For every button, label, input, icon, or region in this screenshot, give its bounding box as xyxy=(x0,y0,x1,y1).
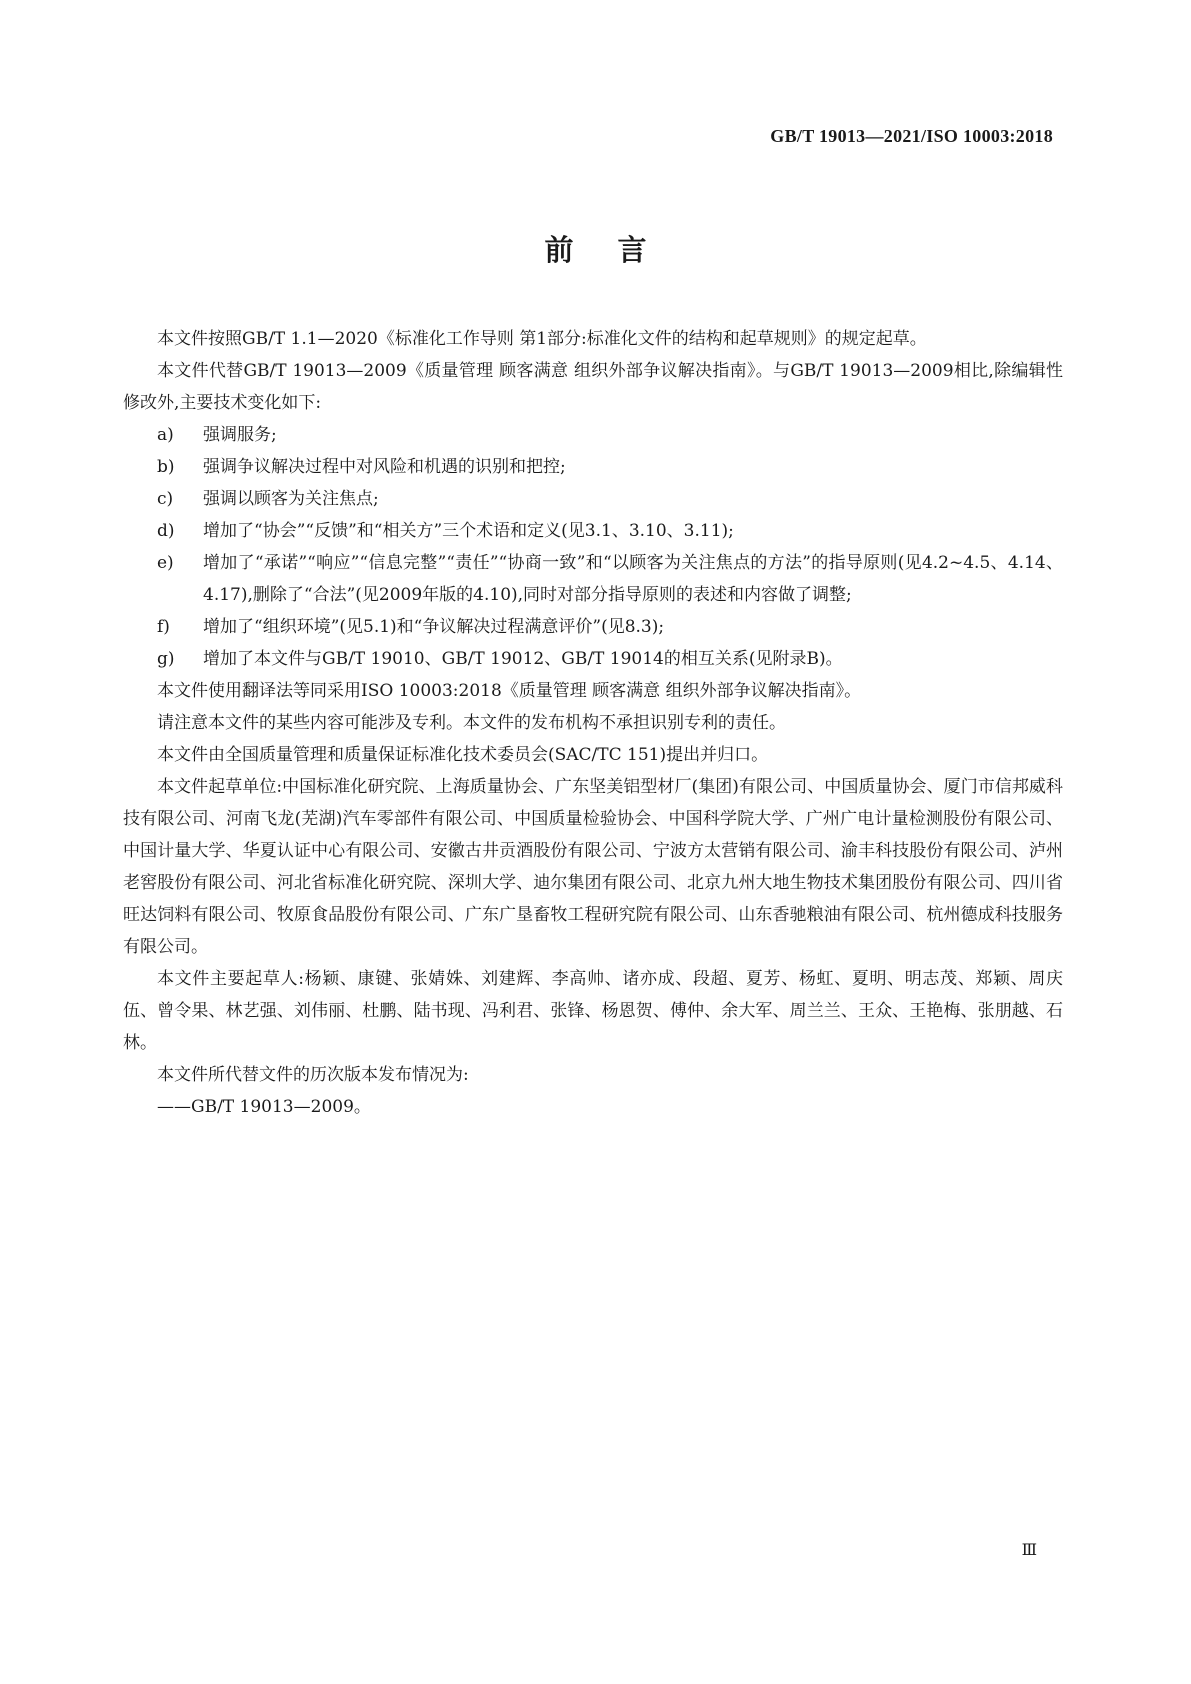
list-item xyxy=(157,451,1063,483)
page-number: Ⅲ xyxy=(1021,1542,1037,1559)
list-item-text: 强调以顾客为关注焦点; xyxy=(203,489,379,509)
list-item-text: 增加了本文件与GB/T 19010、GB/T 19012、GB/T 19014的相互关系(见附录B)。 xyxy=(203,649,843,669)
list-item xyxy=(157,547,1063,611)
list-marker: d) xyxy=(157,521,175,541)
list-marker: e) xyxy=(157,553,174,573)
page-title: 前言 xyxy=(544,233,691,267)
list-item-text: 增加了“承诺”“响应”“信息完整”“责任”“协商一致”和“以顾客为关注焦点的方法”的指导原则(见4.2~4.5、4.14、4.17),删除了“合法”(见2009年版的4.10),同时对部分指导原则的表述和内容做了调整; xyxy=(203,553,1063,605)
list-item xyxy=(157,419,1063,451)
list-marker: b) xyxy=(157,457,175,477)
list-item-text: 强调服务; xyxy=(203,425,277,445)
list-marker: f) xyxy=(157,617,170,637)
list-item-text: 强调争议解决过程中对风险和机遇的识别和把控; xyxy=(203,457,566,477)
paragraph-patent-notice: 请注意本文件的某些内容可能涉及专利。本文件的发布机构不承担识别专利的责任。 xyxy=(157,713,786,733)
paragraph-drafting-rules: 本文件按照GB/T 1.1—2020《标准化工作导则 第1部分:标准化文件的结构和起草规则》的规定起草。 xyxy=(157,329,927,349)
list-item xyxy=(157,515,1063,547)
list-item-text: 增加了“协会”“反馈”和“相关方”三个术语和定义(见3.1、3.10、3.11); xyxy=(203,521,734,541)
list-item xyxy=(157,611,1063,643)
paragraph-translation-method: 本文件使用翻译法等同采用ISO 10003:2018《质量管理 顾客满意 组织外部争议解决指南》。 xyxy=(157,681,862,701)
list-marker: g) xyxy=(157,649,175,669)
list-marker: a) xyxy=(157,425,174,445)
document-body xyxy=(123,323,1063,1123)
paragraph-replaces: 本文件代替GB/T 19013—2009《质量管理 顾客满意 组织外部争议解决指南》。与GB/T 19013—2009相比,除编辑性修改外,主要技术变化如下: xyxy=(123,361,1063,413)
standard-number-header: GB/T 19013—2021/ISO 10003:2018 xyxy=(770,126,1053,146)
list-item xyxy=(157,483,1063,515)
list-marker: c) xyxy=(157,489,174,509)
paragraph-proposer: 本文件由全国质量管理和质量保证标准化技术委员会(SAC/TC 151)提出并归口。 xyxy=(157,745,769,765)
list-item xyxy=(157,643,1063,675)
list-item-text: 增加了“组织环境”(见5.1)和“争议解决过程满意评价”(见8.3); xyxy=(203,617,665,637)
changes-list xyxy=(123,419,1063,675)
paragraph-drafting-units: 本文件起草单位:中国标准化研究院、上海质量协会、广东坚美铝型材厂(集团)有限公司、中国质量协会、厦门市信邦威科技有限公司、河南飞龙(芜湖)汽车零部件有限公司、中国质量检验协会、中国科学院大学、广州广电计量检测股份有限公司、中国计量大学、华夏认证中心有限公司、安徽古井贡酒股份有限公司、宁波方太营销有限公司、渝丰科技股份有限公司、泸州老窖股份有限公司、河北省标准化研究院、深圳大学、迪尔集团有限公司、北京九州大地生物技术集团股份有限公司、四川省旺达饲料有限公司、牧原食品股份有限公司、广东广垦畜牧工程研究院有限公司、山东香驰粮油有限公司、杭州德成科技服务有限公司。 xyxy=(123,777,1063,957)
paragraph-version-history: 本文件所代替文件的历次版本发布情况为: xyxy=(157,1065,469,1085)
previous-version-item: ——GB/T 19013—2009。 xyxy=(157,1097,371,1117)
paragraph-drafters: 本文件主要起草人:杨颖、康键、张婧姝、刘建辉、李高帅、诸亦成、段超、夏芳、杨虹、夏明、明志茂、郑颖、周庆伍、曾令果、林艺强、刘伟丽、杜鹏、陆书现、冯利君、张锋、杨恩贺、傅仲、余大军、周兰兰、王众、王艳梅、张朋越、石林。 xyxy=(123,969,1063,1053)
